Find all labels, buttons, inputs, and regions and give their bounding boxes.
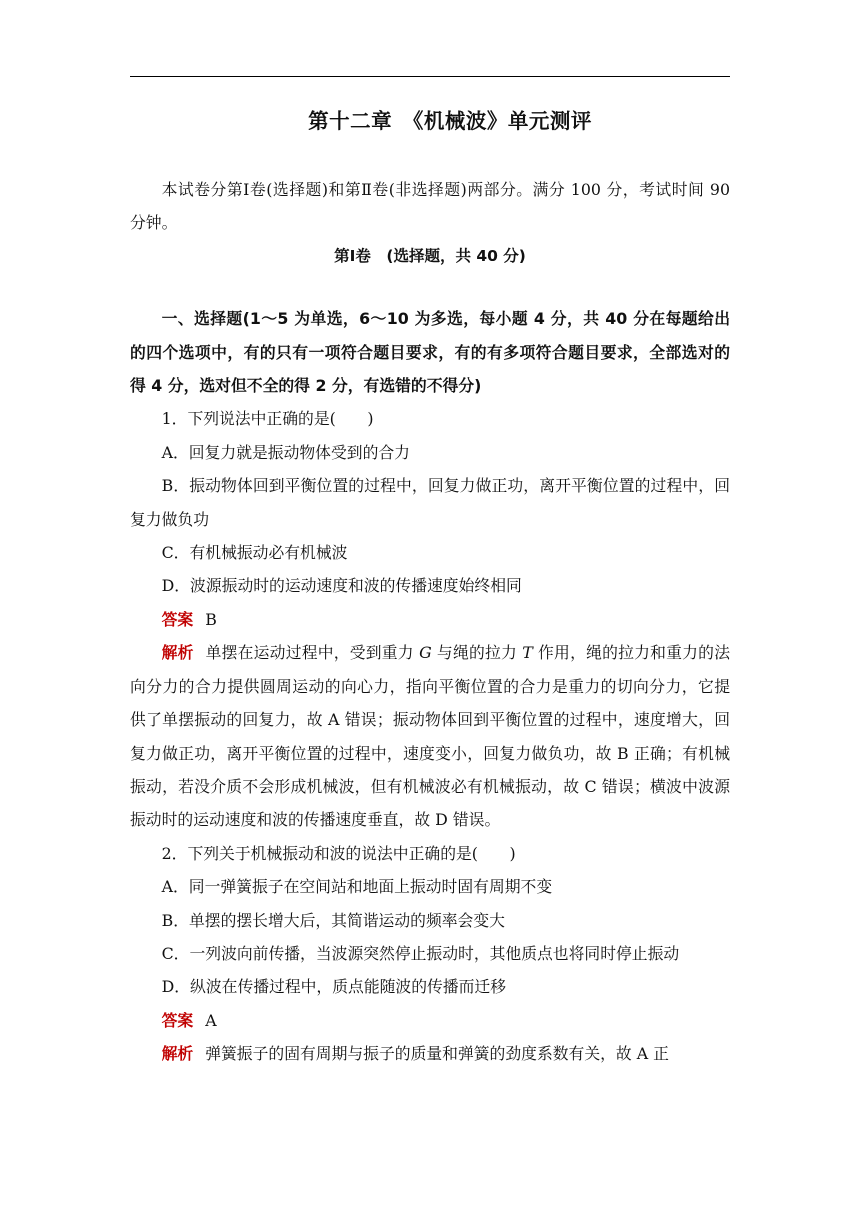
question-stem: 1．下列说法中正确的是( ): [161, 409, 374, 429]
answer-label: 答案: [161, 1010, 194, 1030]
answer-value: A: [205, 1010, 217, 1030]
question-option: B．单摆的摆长增大后，其简谐运动的频率会变大: [161, 910, 505, 930]
question-stem: 2．下列关于机械振动和波的说法中正确的是( ): [161, 843, 516, 863]
header-rule: [130, 76, 730, 77]
analysis-text: 与绳的拉力: [431, 643, 523, 663]
document-page: [130, 0, 730, 1216]
section-heading: 第Ⅰ卷 (选择题，共 40 分): [334, 246, 526, 265]
analysis-text: 单摆在运动过程中，受到重力: [205, 643, 420, 663]
answer-line: [130, 1004, 730, 1037]
question-option: B．振动物体回到平衡位置的过程中，回复力做正功，离开平衡位置的过程中，回复力做负功: [130, 476, 730, 529]
analysis-label: 解析: [161, 1044, 194, 1064]
answer-label: 答案: [161, 609, 194, 629]
question-2: [130, 837, 730, 1071]
analysis-paragraph: [130, 1037, 730, 1070]
analysis-symbol-t: T: [522, 643, 533, 663]
exam-intro: 本试卷分第Ⅰ卷(选择题)和第Ⅱ卷(非选择题)两部分。满分 100 分，考试时间 90 分钟。: [130, 180, 730, 233]
analysis-paragraph: [130, 636, 730, 836]
question-option: D．波源振动时的运动速度和波的传播速度始终相同: [161, 576, 522, 596]
question-option: C．有机械振动必有机械波: [161, 543, 348, 563]
question-option: D．纵波在传播过程中，质点能随波的传播而迁移: [161, 977, 506, 997]
analysis-text: 弹簧振子的固有周期与振子的质量和弹簧的劲度系数有关，故 A 正: [205, 1044, 669, 1064]
question-option: C．一列波向前传播，当波源突然停止振动时，其他质点也将同时停止振动: [161, 943, 680, 963]
answer-value: B: [205, 609, 217, 629]
analysis-text: 作用，绳的拉力和重力的法向分力的合力提供圆周运动的向心力，指向平衡位置的合力是重力的切向分力，它提供了单摆振动的回复力，故 A 错误；振动物体回到平衡位置的过程中，速度增大，回复力做正功，离开平衡位置的过程中，速度变小，回复力做负功，故 B 正确；有机械振动，若没介质不会形成机械波，但有机械波必有机械振动，故 C 错误；横波中波源振动时的运动速度和波的传播速度垂直，故 D 错误。: [130, 643, 730, 830]
question-option: A．同一弹簧振子在空间站和地面上振动时固有周期不变: [161, 877, 553, 897]
part-heading: 一、选择题(1～5 为单选，6～10 为多选，每小题 4 分，共 40 分在每题给出的四个选项中，有的只有一项符合题目要求，有的有多项符合题目要求，全部选对的得 4 分，选对但不全的得 2 分，有选错的不得分): [130, 309, 730, 396]
answer-line: [130, 603, 730, 636]
question-1: [130, 402, 730, 836]
question-option: A．回复力就是振动物体受到的合力: [161, 442, 410, 462]
analysis-symbol-g: G: [419, 643, 432, 663]
page-title: 第十二章 《机械波》单元测评: [308, 109, 592, 133]
document-body: [130, 173, 730, 1071]
analysis-label: 解析: [161, 643, 194, 663]
